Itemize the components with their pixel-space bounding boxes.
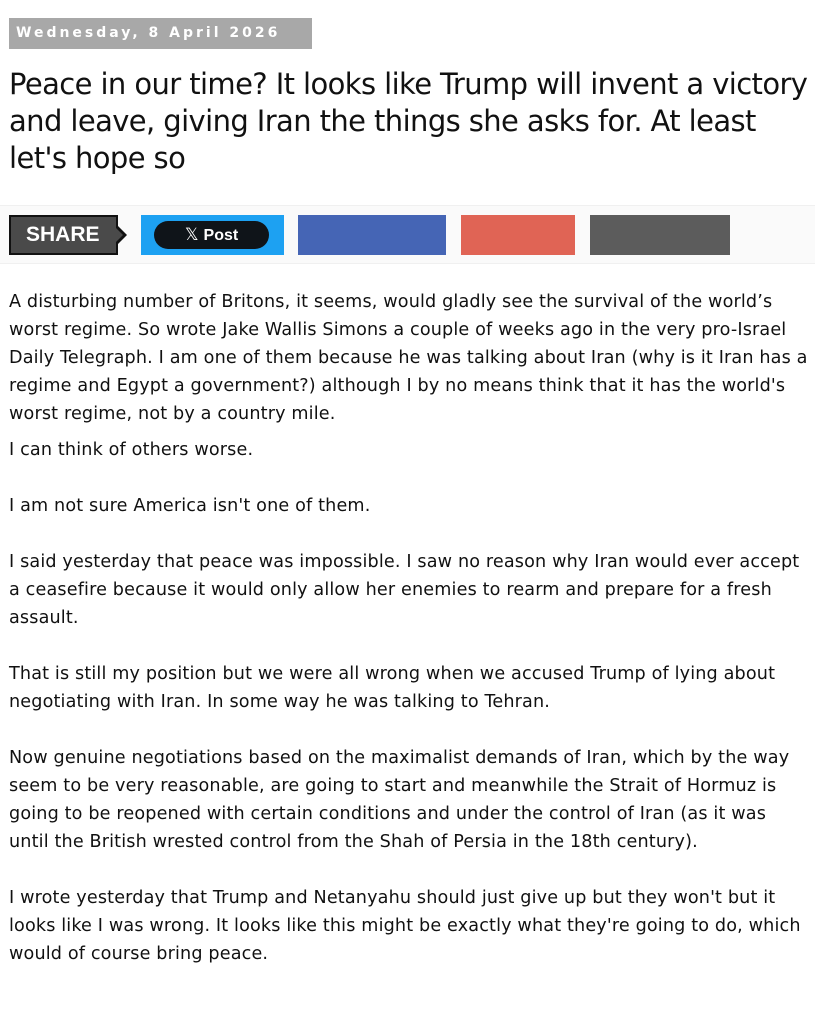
x-logo-icon: 𝕏 [184, 225, 199, 244]
x-post-label: Post [203, 227, 239, 244]
share-bar [0, 205, 815, 264]
date-header: Wednesday, 8 April 2026 [9, 18, 312, 49]
paragraph: I said yesterday that peace was impossible. I saw no reason why Iran would ever accept a ceasefire because it would only allow her enemies to rearm and prepare for a fresh assault. [9, 552, 800, 628]
share-arrow-inner-icon [115, 227, 123, 243]
paragraph: I am not sure America isn't one of them. [9, 496, 371, 516]
share-email-button[interactable] [590, 215, 730, 255]
paragraph: I wrote yesterday that Trump and Netanyahu should just give up but they won't but it looks like I was wrong. It looks like this might be exactly what they're going to do, which would of course bring peace. [9, 888, 801, 964]
post-title: Peace in our time? It looks like Trump will invent a victory and leave, giving Iran the things she asks for. At least let's hope so [9, 67, 808, 175]
share-reddit-button[interactable] [461, 215, 575, 255]
paragraph: A disturbing number of Britons, it seems, would gladly see the survival of the world’s worst regime. So wrote Jake Wallis Simons a couple of weeks ago in the very pro-Israel Daily Telegraph. I am one of them because he was talking about Iran (why is it Iran has a regime and Egypt a government?) although I by no means think that it has the world's worst regime, not by a country mile. [9, 292, 808, 424]
x-post-pill[interactable] [154, 221, 269, 249]
paragraph: Now genuine negotiations based on the maximalist demands of Iran, which by the way seem to be very reasonable, are going to start and meanwhile the Strait of Hormuz is going to be reopened with certain conditions and under the control of Iran (as it was until the British wrested control from the Shah of Persia in the 18th century). [9, 748, 790, 852]
paragraph: That is still my position but we were all wrong when we accused Trump of lying about negotiating with Iran. In some way he was talking to Tehran. [9, 664, 776, 712]
share-facebook-button[interactable] [298, 215, 446, 255]
share-x-button[interactable] [141, 215, 284, 255]
post-body [9, 288, 809, 968]
paragraph: I can think of others worse. [9, 440, 254, 460]
share-label: SHARE [9, 215, 118, 255]
